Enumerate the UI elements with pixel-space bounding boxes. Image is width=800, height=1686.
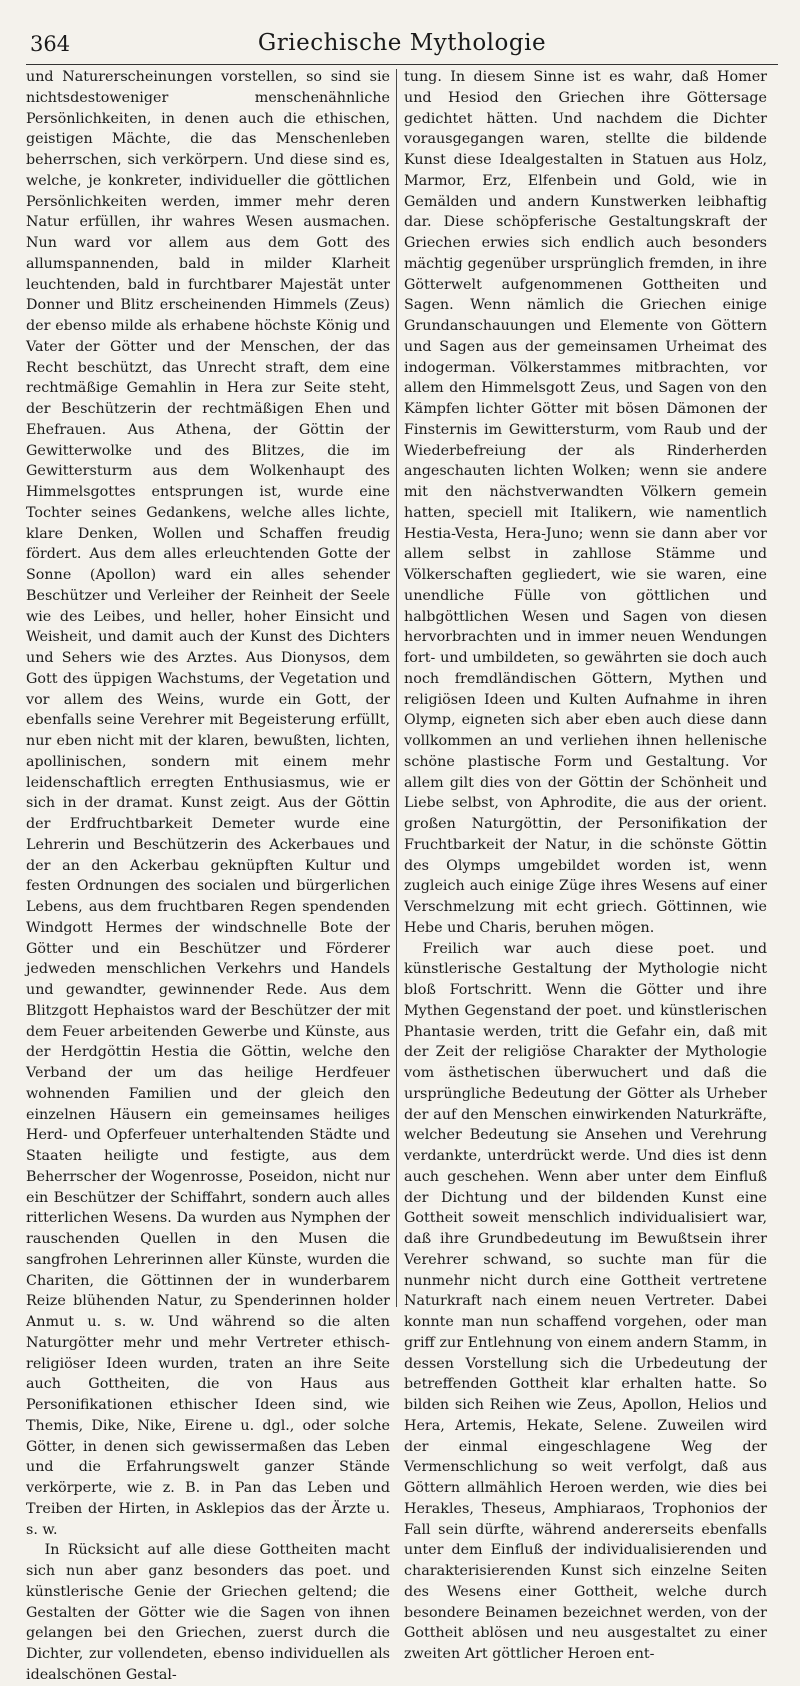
- paragraph: In Rücksicht auf alle diese Gottheiten macht sich nun aber ganz besonders das poet. und künstlerische Genie der Griechen geltend; die Gestalten der Götter wie die Sagen von ihnen gelangen bei den Griechen, zuerst durch die Dichter, zur vollendeten, ebenso individuellen als idealschönen Gestal-: [26, 1542, 390, 1683]
- left-column: [26, 67, 396, 1683]
- page-header: [26, 28, 778, 65]
- paragraph: tung. In diesem Sinne ist es wahr, daß Homer und Hesiod den Griechen ihre Göttersage gedichtet hätten. Und nachdem die Dichter vorausgegangen waren, stellte die bildende Kunst diese Idealgestalten in Statuen aus Holz, Marmor, Erz, Elfenbein und Gold, wie in Gemälden und andern Kunstwerken leibhaftig dar. Diese schöpferische Gestaltungskraft der Griechen erwies sich endlich auch besonders mächtig gegenüber ursprünglich fremden, in ihre Götterwelt aufgenommenen Gottheiten und Sagen. Wenn nämlich die Griechen einige Grundanschauungen und Elemente von Göttern und Sagen aus der gemeinsamen Urheimat des indogerman. Völkerstammes mitbrachten, vor allem den Himmelsgott Zeus, und Sagen von den Kämpfen lichter Götter mit bösen Dämonen der Finsternis im Gewittersturm, vom Raub und der Wiederbefreiung der als Rinderherden angeschauten lichten Wolken; wenn sie andere mit den nächstverwandten Völkern gemein hatten, speciell mit Italikern, wie namentlich Hestia-Vesta, Hera-Juno; wenn sie dann aber vor allem selbst in zahllose Stämme und Völkerschaften gegliedert, wie sie waren, eine unendliche Fülle von göttlichen und halbgöttlichen Wesen und Sagen von diesen hervorbrachten und in immer neuen Wendungen fort- und umbildeten, so gewährten sie doch auch noch fremdländischen Göttern, Mythen und religiösen Ideen und Kulten Aufnahme in ihren Olymp, eigneten sich aber eben auch diese dann vollkommen an und verliehen ihnen hellenische schöne plastische Form und Gestaltung. Vor allem gilt dies von der Göttin der Schönheit und Liebe selbst, von Aphrodite, die aus der orient. großen Naturgöttin, der Personifikation der Fruchtbarkeit der Natur, in die schönste Göttin des Olymps umgebildet worden ist, wenn zugleich auch einige Züge ihres Wesens auf einer Verschmelzung mit echt griech. Göttinnen, wie Hebe und Charis, beruhen mögen.: [404, 69, 767, 936]
- paragraph: Freilich war auch diese poet. und künstlerische Gestaltung der Mythologie nicht bloß Fortschritt. Wenn die Götter und ihre Mythen Gegenstand der poet. und künstlerischen Phantasie werden, tritt die Gefahr ein, daß mit der Zeit der religiöse Charakter der Mythologie vom ästhetischen überwuchert und daß die ursprüngliche Bedeutung der Götter als Urheber der auf den Menschen einwirkenden Naturkräfte, welcher Bedeutung sie Ansehen und Verehrung verdankte, unterdrückt werde. Und dies ist denn auch geschehen. Wenn aber unter dem Einfluß der Dichtung und der bildenden Kunst eine Gottheit soweit menschlich individualisiert war, daß ihre Grundbedeutung im Bewußtsein ihrer Verehrer schwand, so suchte man für die nunmehr nicht durch eine Gottheit vertretene Naturkraft nach einem neuen Vertreter. Dabei konnte man nun schaffend vorgehen, oder man griff zur Entlehnung von einem andern Stamm, in dessen Vorstellung sich die Urbedeutung der betreffenden Gottheit klar erhalten hatte. So bilden sich Reihen wie Zeus, Apollon, Helios und Hera, Artemis, Hekate, Selene. Zuweilen wird der einmal eingeschlagene Weg der Vermenschlichung so weit verfolgt, daß aus Göttern allmählich Heroen werden, wie dies bei Herakles, Theseus, Amphiaraos, Trophonios der Fall sein dürfte, während andererseits ebenfalls unter dem Einfluß der individualisierenden und charakterisierenden Kunst sich einzelne Seiten des Wesens einer Gottheit, welche durch besondere Beinamen bezeichnet werden, von der Gottheit ablösen und neu ausgestaltet zu einer zweiten Art göttlicher Heroen ent-: [404, 940, 767, 1662]
- page-number: 364: [30, 32, 71, 56]
- text-columns: [26, 67, 778, 1683]
- right-column: [397, 67, 767, 1662]
- paragraph: und Naturerscheinungen vorstellen, so sind sie nichtsdestoweniger menschenähnliche Persönlichkeiten, in denen auch die ethischen, geistigen Mächte, die das Menschenleben beherrschen, sich verkörpern. Und diese sind es, welche, je konkreter, individueller die göttlichen Persönlichkeiten werden, immer mehr deren Natur erfüllen, ihr wahres Wesen ausmachen. Nun ward vor allem aus dem Gott des allumspannenden, bald in milder Klarheit leuchtenden, bald in furchtbarer Majestät unter Donner und Blitz erscheinenden Himmels (Zeus) der ebenso milde als erhabene höchste König und Vater der Götter und der Menschen, der das Recht beschützt, das Unrecht straft, dem eine rechtmäßige Gemahlin in Hera zur Seite steht, der Beschützerin der rechtmäßigen Ehen und Ehefrauen. Aus Athena, der Göttin der Gewitterwolke und des Blitzes, die im Gewittersturm aus dem Wolkenhaupt des Himmelsgottes entsprungen ist, wurde eine Tochter seines Gedankens, welche alles lichte, klare Denken, Wollen und Schaffen freudig fördert. Aus dem alles erleuchtenden Gotte der Sonne (Apollon) ward ein alles sehender Beschützer und Verleiher der Reinheit der Seele wie des Leibes, und heller, hoher Einsicht und Weisheit, und damit auch der Kunst des Dichters und Sehers wie des Arztes. Aus Dionysos, dem Gott des üppigen Wachstums, der Vegetation und vor allem des Weins, wurde ein Gott, der ebenfalls seine Verehrer mit Begeisterung erfüllt, nur eben nicht mit der klaren, bewußten, lichten, apollinischen, sondern mit einem mehr leidenschaftlich erregten Enthusiasmus, wie er sich in der dramat. Kunst zeigt. Aus der Göttin der Erdfruchtbarkeit Demeter wurde eine Lehrerin und Beschützerin des Ackerbaues und der an den Ackerbau geknüpften Kultur und festen Ordnungen des socialen und bürgerlichen Lebens, aus dem fruchtbaren Regen spendenden Windgott Hermes der windschnelle Bote der Götter und ein Beschützer und Förderer jedweden menschlichen Verkehrs und Handels und gewandter, gewinnender Rede. Aus dem Blitzgott Hephaistos ward der Beschützer der mit dem Feuer arbeitenden Gewerbe und Künste, aus der Herdgöttin Hestia die Göttin, welche den Verband der um das heilige Herdfeuer wohnenden Familien und der gleich den einzelnen Häusern ein gemeinsames heiliges Herd- und Opferfeuer unterhaltenden Städte und Staaten heiligte und festigte, aus dem Beherrscher der Wogenrosse, Poseidon, nicht nur ein Beschützer der Schiffahrt, sondern auch alles ritterlichen Wesens. Da wurden aus Nymphen der rauschenden Quellen in den Musen die sangfrohen Lehrerinnen aller Künste, wurden die Chariten, die Göttinnen der in wunderbarem Reize blühenden Natur, zu Spenderinnen holder Anmut u. s. w. Und während so die alten Naturgötter mehr und mehr Vertreter ethisch-religiöser Ideen wurden, traten an ihre Seite auch Gottheiten, die von Haus aus Personifikationen ethischer Ideen sind, wie Themis, Dike, Nike, Eirene u. dgl., oder solche Götter, in denen sich gewissermaßen das Leben und die Erfahrungswelt ganzer Stände verkörperte, wie z. B. in Pan das Leben und Treiben der Hirten, in Asklepios das der Ärzte u. s. w.: [26, 69, 390, 1538]
- running-title: Griechische Mythologie: [257, 30, 547, 56]
